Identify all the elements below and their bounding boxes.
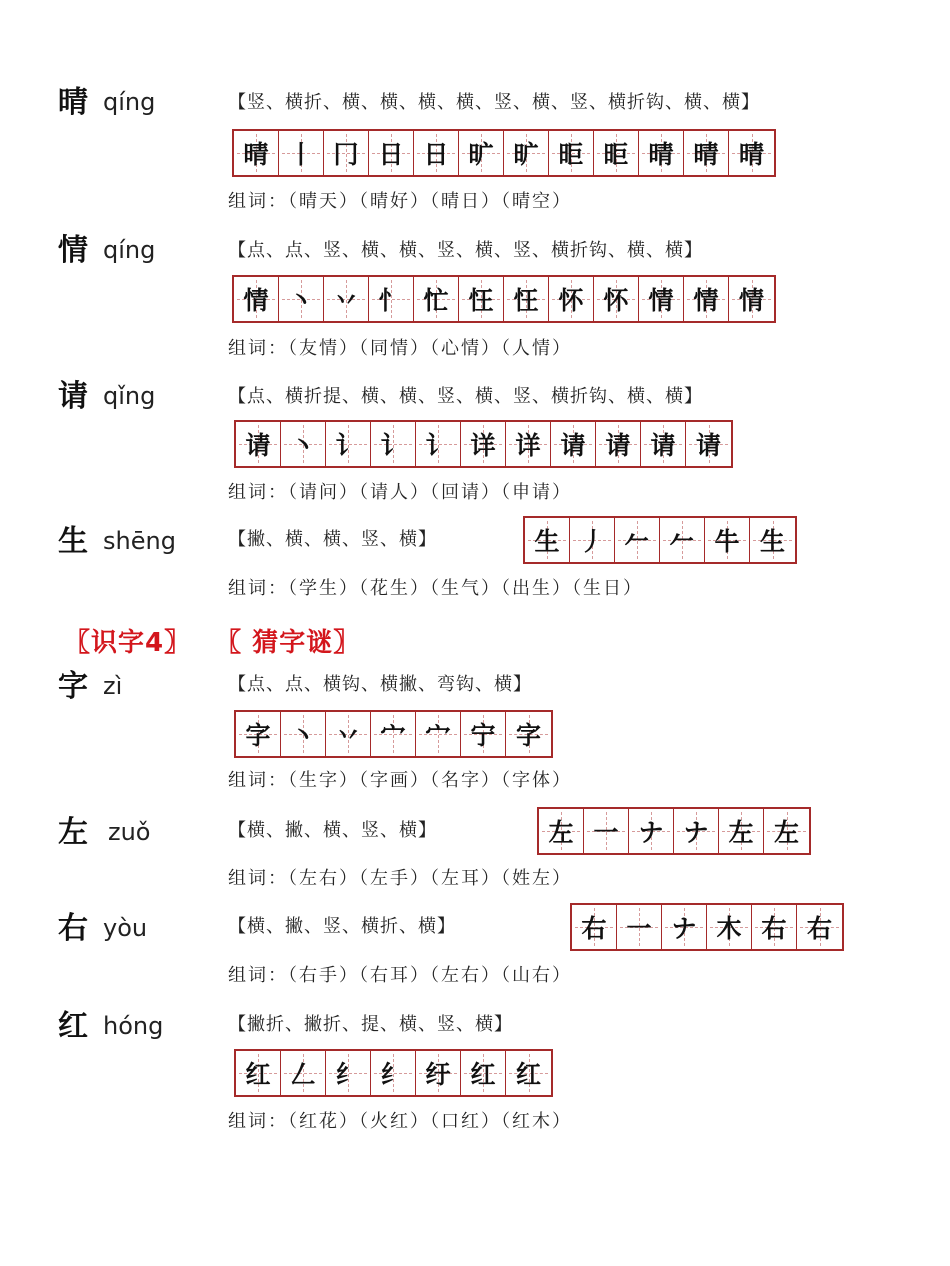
stroke-glyph: 丷 bbox=[335, 721, 361, 750]
stroke-grid-cell bbox=[326, 712, 371, 756]
stroke-glyph: 丿 bbox=[579, 527, 605, 556]
stroke-glyph: 红 bbox=[470, 1060, 496, 1089]
pinyin-label: shēng bbox=[103, 527, 176, 555]
stroke-glyph: 左 bbox=[548, 818, 574, 847]
stroke-glyph: 详 bbox=[470, 431, 496, 460]
stroke-grid-cell bbox=[729, 277, 774, 321]
stroke-glyph: 宀 bbox=[380, 721, 406, 750]
stroke-glyph: 详 bbox=[515, 431, 541, 460]
pinyin-label: zuǒ bbox=[108, 818, 151, 846]
stroke-glyph: 右 bbox=[581, 914, 607, 943]
stroke-grid-cell bbox=[707, 905, 752, 949]
stroke-glyph: 纟 bbox=[335, 1060, 361, 1089]
stroke-grid-cell bbox=[662, 905, 707, 949]
stroke-grid-cell bbox=[594, 277, 639, 321]
stroke-glyph: 丶 bbox=[290, 721, 316, 750]
word-list-label: 组词： bbox=[228, 868, 288, 889]
stroke-grid-cell bbox=[279, 277, 324, 321]
stroke-grid-cell bbox=[461, 712, 506, 756]
character-heading: 红 bbox=[58, 1009, 88, 1044]
section-title bbox=[64, 622, 360, 659]
stroke-grid bbox=[232, 129, 776, 177]
stroke-glyph: 忹 bbox=[468, 286, 494, 315]
word-list-label: 组词： bbox=[228, 770, 288, 791]
character-heading: 请 bbox=[58, 379, 88, 414]
stroke-grid-cell bbox=[549, 131, 594, 175]
stroke-glyph: 忹 bbox=[513, 286, 539, 315]
stroke-glyph: 生 bbox=[759, 527, 785, 556]
stroke-glyph: 请 bbox=[245, 431, 271, 460]
stroke-grid-cell bbox=[461, 1051, 506, 1095]
stroke-grid bbox=[234, 1049, 553, 1097]
stroke-glyph: 纡 bbox=[425, 1060, 451, 1089]
stroke-grid-cell bbox=[414, 131, 459, 175]
stroke-grid-cell bbox=[324, 131, 369, 175]
stroke-glyph: 𠃋 bbox=[290, 1060, 316, 1089]
stroke-grid-cell bbox=[639, 277, 684, 321]
word-list-items: （请问）（请人）（回请）（申请） bbox=[288, 482, 572, 503]
stroke-order-text: 【点、点、竖、横、横、竖、横、竖、横折钩、横、横】 bbox=[228, 240, 703, 261]
stroke-glyph: 怀 bbox=[558, 286, 584, 315]
stroke-grid-cell bbox=[764, 809, 809, 853]
stroke-glyph: 晴 bbox=[243, 140, 269, 169]
stroke-glyph: 昛 bbox=[603, 140, 629, 169]
stroke-grid-cell bbox=[539, 809, 584, 853]
stroke-glyph: 右 bbox=[806, 914, 832, 943]
stroke-glyph: 𠂉 bbox=[669, 527, 695, 556]
stroke-grid-cell bbox=[234, 277, 279, 321]
stroke-grid bbox=[234, 710, 553, 758]
stroke-glyph: 请 bbox=[605, 431, 631, 460]
word-list-label: 组词： bbox=[228, 191, 288, 212]
stroke-grid-cell bbox=[752, 905, 797, 949]
word-list bbox=[228, 1113, 572, 1131]
stroke-glyph: 昛 bbox=[558, 140, 584, 169]
stroke-grid-cell bbox=[639, 131, 684, 175]
stroke-grid-cell bbox=[684, 277, 729, 321]
stroke-grid-cell bbox=[459, 277, 504, 321]
stroke-grid-cell bbox=[326, 422, 371, 466]
word-list-items: （左右）（左手）（左耳）（姓左） bbox=[288, 868, 572, 889]
stroke-grid-cell bbox=[572, 905, 617, 949]
word-list bbox=[228, 193, 572, 211]
pinyin-label: yòu bbox=[103, 914, 148, 942]
stroke-grid-cell bbox=[369, 277, 414, 321]
stroke-glyph: 一 bbox=[626, 914, 652, 943]
character-heading: 晴 bbox=[58, 85, 88, 120]
stroke-grid-cell bbox=[236, 1051, 281, 1095]
stroke-grid bbox=[570, 903, 844, 951]
pinyin-label: zì bbox=[103, 672, 123, 700]
stroke-grid-cell bbox=[549, 277, 594, 321]
stroke-glyph: 晴 bbox=[648, 140, 674, 169]
stroke-glyph: 情 bbox=[243, 286, 269, 315]
stroke-glyph: 字 bbox=[245, 721, 271, 750]
stroke-glyph: 右 bbox=[761, 914, 787, 943]
stroke-glyph: 丨 bbox=[288, 140, 314, 169]
word-list-items: （晴天）（晴好）（晴日）（晴空） bbox=[288, 191, 572, 212]
stroke-grid-cell bbox=[750, 518, 795, 562]
stroke-glyph: 晴 bbox=[738, 140, 764, 169]
stroke-grid-cell bbox=[797, 905, 842, 949]
stroke-grid-cell bbox=[584, 809, 629, 853]
stroke-glyph: 宁 bbox=[470, 721, 496, 750]
stroke-glyph: 日 bbox=[378, 140, 404, 169]
stroke-grid-cell bbox=[371, 712, 416, 756]
stroke-grid-cell bbox=[570, 518, 615, 562]
stroke-grid-cell bbox=[506, 712, 551, 756]
stroke-glyph: 宀 bbox=[425, 721, 451, 750]
stroke-glyph: 情 bbox=[648, 286, 674, 315]
word-list bbox=[228, 580, 643, 598]
stroke-glyph: 情 bbox=[693, 286, 719, 315]
stroke-glyph: 红 bbox=[515, 1060, 541, 1089]
word-list-items: （友情）（同情）（心情）（人情） bbox=[288, 338, 572, 359]
stroke-glyph: 晴 bbox=[693, 140, 719, 169]
pinyin-label: qǐng bbox=[103, 382, 156, 410]
stroke-order-text: 【竖、横折、横、横、横、横、竖、横、竖、横折钩、横、横】 bbox=[228, 92, 760, 113]
stroke-grid-cell bbox=[719, 809, 764, 853]
pinyin-label: qíng bbox=[103, 236, 156, 264]
stroke-glyph: ナ bbox=[671, 914, 697, 943]
stroke-grid-cell bbox=[617, 905, 662, 949]
stroke-glyph: 丷 bbox=[333, 286, 359, 315]
stroke-grid bbox=[234, 420, 733, 468]
stroke-grid-cell bbox=[596, 422, 641, 466]
stroke-grid-cell bbox=[371, 422, 416, 466]
stroke-grid-cell bbox=[506, 422, 551, 466]
stroke-grid-cell bbox=[324, 277, 369, 321]
word-list-label: 组词： bbox=[228, 338, 288, 359]
stroke-grid-cell bbox=[279, 131, 324, 175]
stroke-grid-cell bbox=[459, 131, 504, 175]
pinyin-label: hóng bbox=[103, 1012, 164, 1040]
stroke-grid-cell bbox=[281, 422, 326, 466]
character-heading: 情 bbox=[58, 233, 88, 268]
stroke-glyph: 一 bbox=[593, 818, 619, 847]
stroke-grid bbox=[523, 516, 797, 564]
stroke-grid-cell bbox=[594, 131, 639, 175]
stroke-glyph: 生 bbox=[534, 527, 560, 556]
stroke-glyph: 请 bbox=[560, 431, 586, 460]
stroke-grid-cell bbox=[686, 422, 731, 466]
stroke-grid-cell bbox=[660, 518, 705, 562]
word-list bbox=[228, 870, 572, 888]
word-list-label: 组词： bbox=[228, 1111, 288, 1132]
character-heading: 右 bbox=[58, 911, 88, 946]
stroke-grid-cell bbox=[461, 422, 506, 466]
stroke-glyph: 丶 bbox=[290, 431, 316, 460]
stroke-grid-cell bbox=[504, 277, 549, 321]
stroke-glyph: 纟 bbox=[380, 1060, 406, 1089]
stroke-grid-cell bbox=[615, 518, 660, 562]
stroke-glyph: 讠 bbox=[425, 431, 451, 460]
stroke-grid bbox=[232, 275, 776, 323]
stroke-order-text: 【撇、横、横、竖、横】 bbox=[228, 529, 437, 550]
stroke-grid-cell bbox=[281, 712, 326, 756]
stroke-glyph: 字 bbox=[515, 721, 541, 750]
stroke-glyph: 怀 bbox=[603, 286, 629, 315]
stroke-glyph: ナ bbox=[683, 818, 709, 847]
stroke-glyph: 忄 bbox=[378, 286, 404, 315]
stroke-grid-cell bbox=[234, 131, 279, 175]
stroke-glyph: 讠 bbox=[380, 431, 406, 460]
stroke-grid-cell bbox=[641, 422, 686, 466]
word-list-items: （学生）（花生）（生气）（出生）（生日） bbox=[288, 578, 643, 599]
stroke-grid-cell bbox=[525, 518, 570, 562]
stroke-glyph: 丶 bbox=[288, 286, 314, 315]
stroke-grid-cell bbox=[236, 712, 281, 756]
stroke-grid bbox=[537, 807, 811, 855]
word-list-items: （右手）（右耳）（左右）（山右） bbox=[288, 965, 572, 986]
stroke-grid-cell bbox=[506, 1051, 551, 1095]
character-heading: 字 bbox=[58, 669, 88, 704]
stroke-order-text: 【点、点、横钩、横撇、弯钩、横】 bbox=[228, 674, 532, 695]
stroke-grid-cell bbox=[551, 422, 596, 466]
pinyin-label: qíng bbox=[103, 88, 156, 116]
stroke-glyph: 木 bbox=[716, 914, 742, 943]
word-list bbox=[228, 340, 572, 358]
word-list-label: 组词： bbox=[228, 965, 288, 986]
section-title-lesson: 〖识字4〗 bbox=[64, 628, 192, 658]
stroke-glyph: 讠 bbox=[335, 431, 361, 460]
stroke-order-text: 【横、撇、横、竖、横】 bbox=[228, 820, 437, 841]
stroke-grid-cell bbox=[629, 809, 674, 853]
stroke-order-text: 【点、横折提、横、横、竖、横、竖、横折钩、横、横】 bbox=[228, 386, 703, 407]
stroke-grid-cell bbox=[281, 1051, 326, 1095]
stroke-grid-cell bbox=[371, 1051, 416, 1095]
stroke-grid-cell bbox=[236, 422, 281, 466]
stroke-glyph: 请 bbox=[695, 431, 721, 460]
stroke-glyph: 左 bbox=[773, 818, 799, 847]
stroke-order-text: 【横、撇、竖、横折、横】 bbox=[228, 916, 456, 937]
stroke-grid-cell bbox=[326, 1051, 371, 1095]
word-list-label: 组词： bbox=[228, 482, 288, 503]
stroke-grid-cell bbox=[504, 131, 549, 175]
word-list bbox=[228, 484, 572, 502]
word-list-items: （红花）（火红）（口红）（红木） bbox=[288, 1111, 572, 1132]
word-list bbox=[228, 967, 572, 985]
stroke-glyph: 请 bbox=[650, 431, 676, 460]
stroke-grid-cell bbox=[416, 1051, 461, 1095]
stroke-glyph: 牛 bbox=[714, 527, 740, 556]
stroke-glyph: 𠂉 bbox=[624, 527, 650, 556]
word-list-label: 组词： bbox=[228, 578, 288, 599]
character-heading: 生 bbox=[58, 524, 88, 559]
stroke-glyph: 旷 bbox=[513, 140, 539, 169]
stroke-grid-cell bbox=[416, 712, 461, 756]
stroke-glyph: 冂 bbox=[333, 140, 359, 169]
stroke-grid-cell bbox=[416, 422, 461, 466]
stroke-glyph: 左 bbox=[728, 818, 754, 847]
character-heading: 左 bbox=[58, 815, 88, 850]
stroke-glyph: 日 bbox=[423, 140, 449, 169]
word-list bbox=[228, 772, 572, 790]
stroke-grid-cell bbox=[674, 809, 719, 853]
stroke-glyph: ナ bbox=[638, 818, 664, 847]
stroke-grid-cell bbox=[729, 131, 774, 175]
stroke-order-text: 【撇折、撇折、提、横、竖、横】 bbox=[228, 1014, 513, 1035]
stroke-grid-cell bbox=[414, 277, 459, 321]
stroke-glyph: 红 bbox=[245, 1060, 271, 1089]
stroke-glyph: 情 bbox=[738, 286, 764, 315]
stroke-grid-cell bbox=[369, 131, 414, 175]
stroke-grid-cell bbox=[705, 518, 750, 562]
stroke-grid-cell bbox=[684, 131, 729, 175]
stroke-glyph: 旷 bbox=[468, 140, 494, 169]
word-list-items: （生字）（字画）（名字）（字体） bbox=[288, 770, 572, 791]
section-title-riddle: 〖 猜字谜〗 bbox=[215, 628, 361, 658]
stroke-glyph: 忙 bbox=[423, 286, 449, 315]
